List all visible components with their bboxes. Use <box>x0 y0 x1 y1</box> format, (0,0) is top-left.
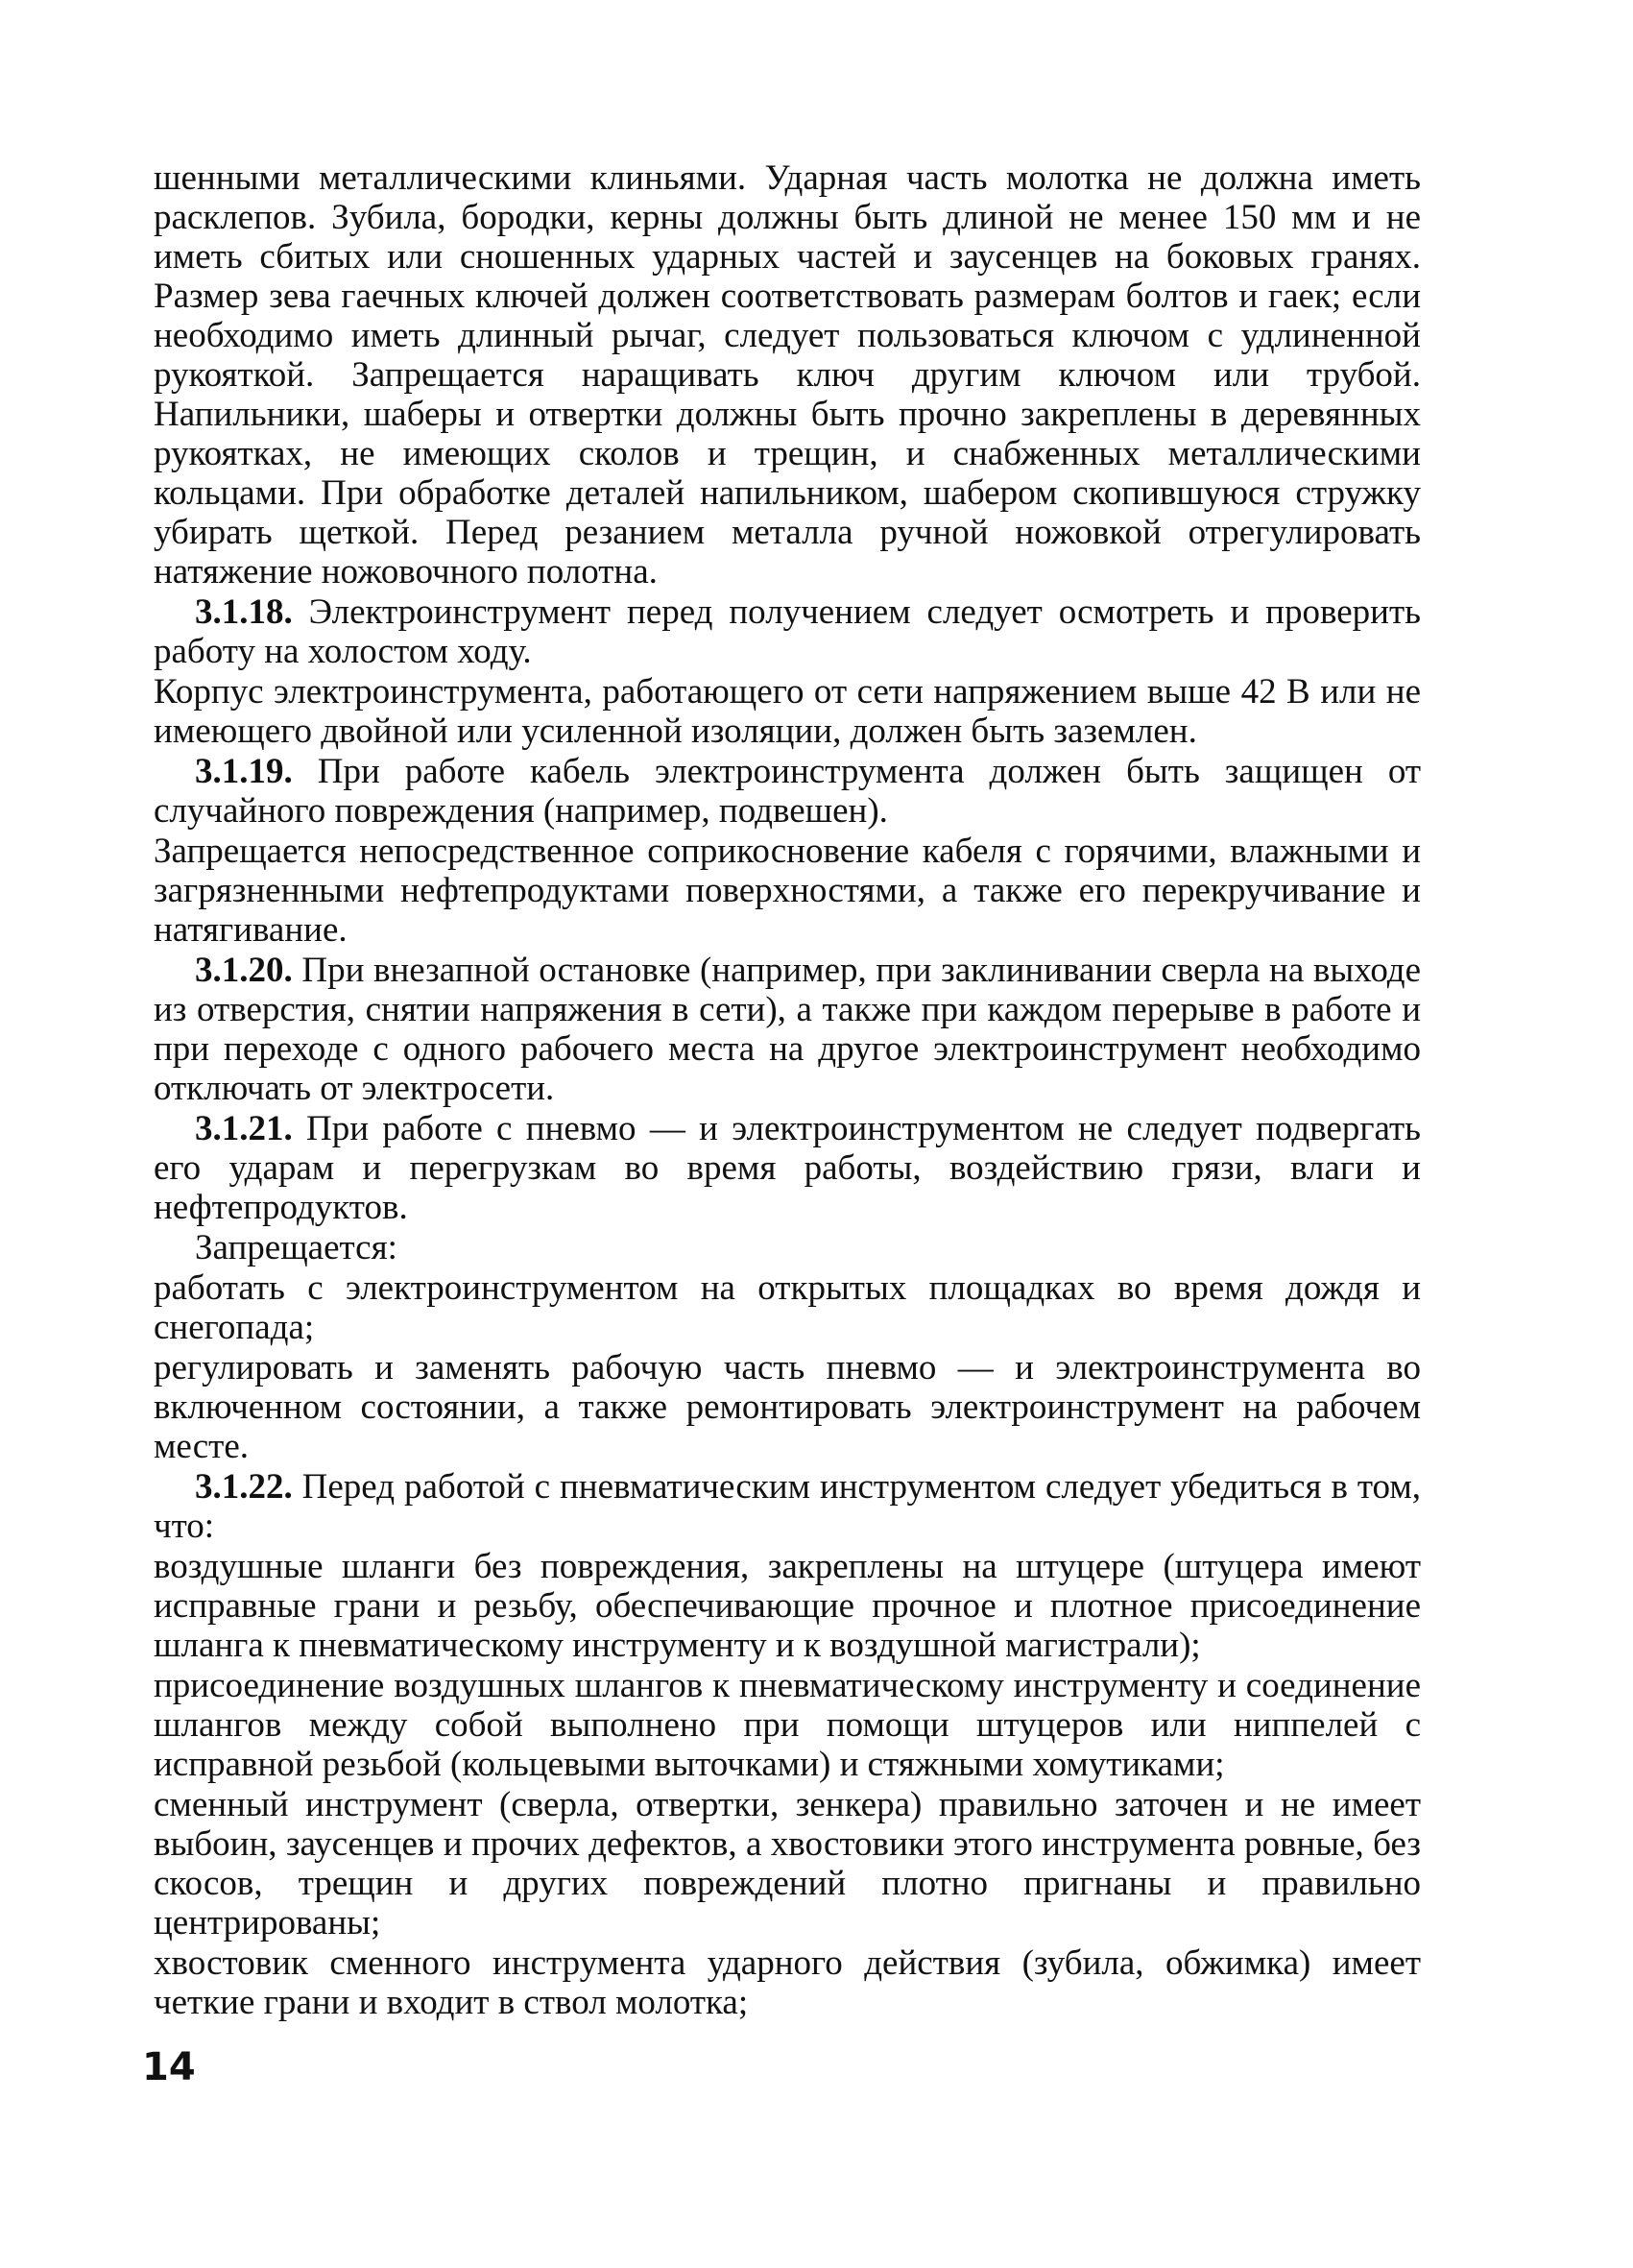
paragraph-text: регулировать и заменять рабочую часть пневмо — и электроинструмента во включенном состоянии, а также ремонтировать электроинструмент на рабочем месте. <box>154 1348 1421 1466</box>
clause-number: 3.1.22. <box>195 1467 293 1507</box>
paragraph-text: присоединение воздушных шлангов к пневматическому инструменту и соединение шлангов между собой выполнено при помощи штуцеров или ниппелей с исправной резьбой (кольцевыми выточками) и стяжными хомутиками; <box>154 1666 1421 1784</box>
paragraph-text: Корпус электроинструмента, работающего от сети напряжением выше 42 В или не имеющего двойной или усиленной изоляции, должен быть заземлен. <box>154 672 1421 751</box>
clause-number: 3.1.21. <box>195 1109 293 1148</box>
paragraph-text: работать с электроинструментом на открытых площадках во время дождя и снегопада; <box>154 1268 1421 1347</box>
page-number: 14 <box>142 2045 196 2089</box>
clause-3-1-22 <box>154 1467 1421 1546</box>
clause-3-1-20 <box>154 951 1421 1108</box>
paragraph-text: При внезапной остановке (например, при заклинивании сверла на выходе из отверстия, снятии напряжения в сети), а также при каждом перерыве в работе и при переходе с одного рабочего места на другое электроинструмент необходимо отключать от электросети. <box>154 951 1421 1108</box>
paragraph-text: сменный инструмент (сверла, отвертки, зенкера) правильно заточен и не имеет выбоин, заусенцев и прочих дефектов, а хвостовики этого инструмента ровные, без скосов, трещин и других повреждений плотно пригнаны и правильно центрированы; <box>154 1785 1421 1942</box>
clause-number: 3.1.20. <box>195 951 293 990</box>
paragraph-text: шенными металлическими клиньями. Ударная часть молотка не должна иметь расклепов. Зубила, бородки, керны должны быть длиной не менее 150 мм и не иметь сбитых или сношенных ударных частей и заусенцев на боковых гранях. Размер зева гаечных ключей должен соответствовать размерам болтов и гаек; если необходимо иметь длинный рычаг, следует пользоваться ключом с удлиненной рукояткой. Запрещается наращивать ключ другим ключом или трубой. Напильники, шаберы и отвертки должны быть прочно закреплены в деревянных рукоятках, не имеющих сколов и трещин, и снабженных металлическими кольцами. При обработке деталей напильником, шабером скопившуюся стружку убирать щеткой. Перед резанием металла ручной ножовкой отрегулировать натяжение ножовочного полотна. <box>154 158 1421 591</box>
paragraph <box>154 672 1421 751</box>
list-item <box>154 1785 1421 1942</box>
paragraph-text: Запрещается непосредственное соприкосновение кабеля с горячими, влажными и загрязненными нефтепродуктами поверхностями, а также его перекручивание и натягивание. <box>154 832 1421 950</box>
clause-3-1-21 <box>154 1109 1421 1227</box>
list-item <box>154 1268 1421 1347</box>
paragraph <box>154 832 1421 950</box>
paragraph-text: При работе с пневмо — и электроинструментом не следует подвергать его ударам и перегрузкам во время работы, воздействию грязи, влаги и нефтепродуктов. <box>154 1109 1421 1227</box>
list-item <box>154 1348 1421 1466</box>
list-item <box>154 1547 1421 1665</box>
paragraph-text: При работе кабель электроинструмента должен быть защищен от случайного повреждения (например, подвешен). <box>154 752 1421 831</box>
paragraph-text: Перед работой с пневматическим инструментом следует убедиться в том, что: <box>154 1467 1421 1546</box>
paragraph-text: хвостовик сменного инструмента ударного действия (зубила, обжимка) имеет четкие грани и входит в ствол молотка; <box>154 1943 1421 2022</box>
body-text <box>154 158 1421 2023</box>
clause-number: 3.1.19. <box>195 752 293 791</box>
clause-3-1-18 <box>154 592 1421 671</box>
list-item <box>154 1666 1421 1784</box>
list-item <box>154 1943 1421 2022</box>
paragraph <box>154 1228 1421 1267</box>
paragraph-text: воздушные шланги без повреждения, закреплены на штуцере (штуцера имеют исправные грани и резьбу, обеспечивающие прочное и плотное присоединение шланга к пневматическому инструменту и к воздушной магистрали); <box>154 1547 1421 1665</box>
clause-3-1-19 <box>154 752 1421 831</box>
paragraph-text: Электроинструмент перед получением следует осмотреть и проверить работу на холостом ходу. <box>154 592 1421 671</box>
clause-number: 3.1.18. <box>195 592 293 632</box>
paragraph-continuation <box>154 158 1421 591</box>
paragraph-text: Запрещается: <box>195 1228 397 1267</box>
